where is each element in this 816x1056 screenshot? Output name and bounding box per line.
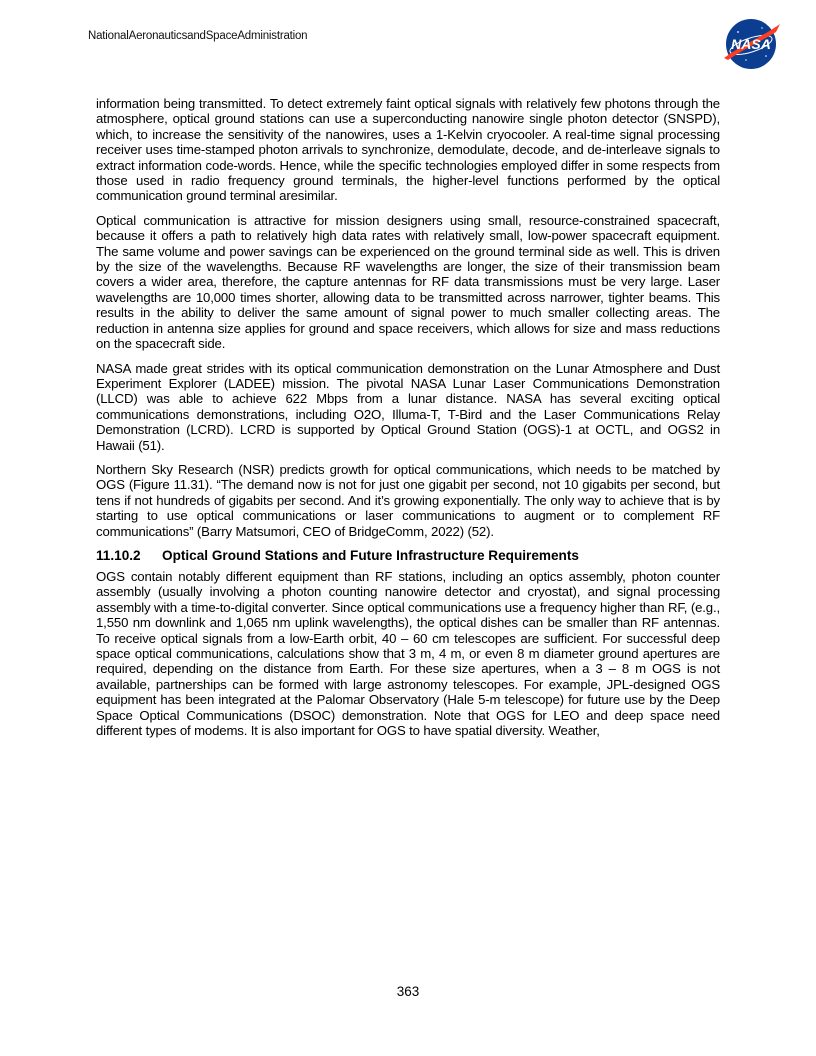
section-paragraph: OGS contain notably different equipment than RF stations, including an optics assembly, photon counter assembly (usually involving a photon counting nanowire detector and cryostat), and signal processing assembly with a time-to-digital converter. Since optical communications use a frequency higher than RF, (e.g., 1,550 nm downlink and 1,065 nm uplink wavelengths), the optical dishes can be smaller than RF antennas. To receive optical signals from a low-Earth orbit, 40 – 60 cm telescopes are sufficient. For successful deep space optical communications, calculations show that 3 m, 4 m, or even 8 m diameter ground apertures are required, depending on the distance from Earth. For these size apertures, when a 3 – 8 m OGS is not available, partnerships can be formed with large astronomy telescopes. For example, JPL-designed OGS equipment has been integrated at the Palomar Observatory (Hale 5-m telescope) for future use by the Deep Space Optical Communications (DSOC) demonstration. Note that OGS for LEO and deep space need different types of modems. It is also important for OGS to have spatial diversity. Weather, — [96, 568, 720, 739]
document-body — [96, 96, 720, 747]
section-number: 11.10.2 — [96, 547, 141, 563]
paragraph-2: Optical communication is attractive for mission designers using small, resource-constrained spacecraft, because it offers a path to relatively high data rates with relatively small, low-power spacecraft equipment. The same volume and power savings can be experienced on the ground terminal side as well. This is driven by the size of the wavelengths. Because RF wavelengths are longer, the size of their transmission beam covers a wider area, therefore, the capture antennas for RF data transmissions must be very large. Laser wavelengths are 10,000 times shorter, allowing data to be transmitted across narrower, tighter beams. This results in the ability to deliver the same amount of signal power to much smaller collecting areas. The reduction in antenna size applies for ground and space receivers, which allows for size and mass reductions on the spacecraft side. — [96, 212, 720, 352]
section-heading — [96, 548, 720, 564]
paragraph-4: Northern Sky Research (NSR) predicts growth for optical communications, which needs to be matched by OGS (Figure 11.31). “The demand now is not for just one gigabit per second, not 10 gigabits per second, but tens if not hundreds of gigabits per second. And it’s growing exponentially. The only way to achieve that is by starting to use optical communications or laser communications to augment or to complement RF communications” (Barry Matsumori, CEO of BridgeComm, 2022) (52). — [96, 461, 720, 539]
paragraph-3: NASA made great strides with its optical communication demonstration on the Lunar Atmosphere and Dust Experiment Explorer (LADEE) mission. The pivotal NASA Lunar Laser Communications Demonstration (LLCD) was able to achieve 622 Mbps from a lunar distance. NASA has several exciting optical communications demonstrations, including O2O, Illuma-T, T-Bird and the Laser Communications Relay Demonstration (LCRD). LCRD is supported by Optical Ground Station (OGS)-1 at OCTL, and OGS2 in Hawaii (51). — [96, 360, 720, 453]
organization-name: NationalAeronauticsandSpaceAdministration — [88, 30, 308, 42]
nasa-logo-icon — [720, 16, 782, 72]
paragraph-1: information being transmitted. To detect extremely faint optical signals with relatively few photons through the atmosphere, optical ground stations can use a superconducting nanowire single photon detector (SNSPD), which, to increase the sensitivity of the nanowires, uses a 1-Kelvin cryocooler. A real-time signal processing receiver uses time-stamped photon arrivals to synchronize, demodulate, decode, and de-interleave signals to extract information code-words. Hence, while the specific technologies employed differ in some respects from those used in radio frequency ground terminals, the higher-level functions performed by the optical communication ground terminal aresimilar. — [96, 96, 720, 204]
logo-wordmark: NASA — [731, 36, 771, 52]
page-number: 363 — [396, 984, 420, 999]
section-title: Optical Ground Stations and Future Infrastructure Requirements — [162, 547, 579, 563]
